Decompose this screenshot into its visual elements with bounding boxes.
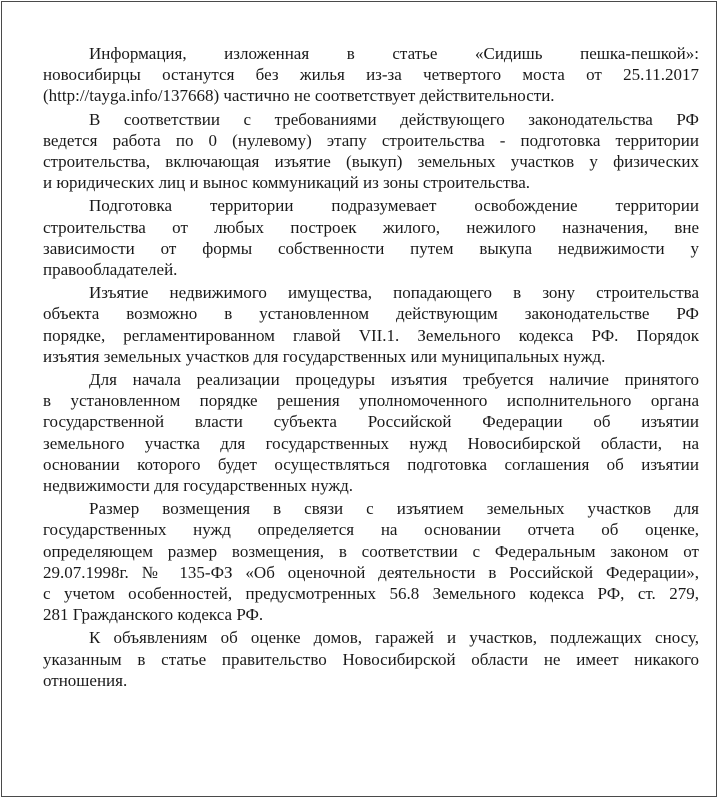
text-line: новосибирцы останутся без жилья из-за четвертого моста от 25.11.2017 xyxy=(43,65,699,85)
text-line: земельного участка для государственных нужд Новосибирской области, на xyxy=(43,433,699,453)
text-line: с учетом особенностей, предусмотренных 56.8 Земельного кодекса РФ, ст. 279, xyxy=(43,584,699,604)
paragraph-5 xyxy=(43,369,699,496)
text-line: ведется работа по 0 (нулевому) этапу строительства - подготовка территории xyxy=(43,130,699,150)
text-line: недвижимости для государственных нужд. xyxy=(43,476,353,496)
text-line: в установленном порядке решения уполномоченного исполнительного органа xyxy=(43,391,699,411)
text-line: определяющем размер возмещения, в соответствии с Федеральным законом от xyxy=(43,541,699,561)
text-line: указанным в статье правительство Новосибирской области не имеет никакого xyxy=(43,649,699,669)
text-line: Размер возмещения в связи с изъятием земельных участков для xyxy=(89,499,699,519)
paragraph-7 xyxy=(43,627,699,691)
paragraph-3 xyxy=(43,195,699,280)
document-page xyxy=(1,1,717,797)
text-line: Для начала реализации процедуры изъятия требуется наличие принятого xyxy=(89,370,699,390)
text-line: К объявлениям об оценке домов, гаражей и участков, подлежащих сносу, xyxy=(89,628,699,648)
paragraph-2 xyxy=(43,109,699,194)
text-line: изъятия земельных участков для государственных или муниципальных нужд. xyxy=(43,346,606,366)
text-line: Информация, изложенная в статье «Сидишь пешка-пешкой»: xyxy=(89,44,699,63)
text-line: порядке, регламентированном главой VII.1. Земельного кодекса РФ. Порядок xyxy=(43,325,699,345)
text-line: Подготовка территории подразумевает освобождение территории xyxy=(89,196,699,216)
text-line: государственных нужд определяется на основании отчета об оценке, xyxy=(43,520,699,540)
text-line: отношения. xyxy=(43,670,128,690)
text-line: и юридических лиц и вынос коммуникаций из зоны строительства. xyxy=(43,173,530,193)
document-body xyxy=(43,43,699,693)
text-line: (http://tayga.info/137668) частично не соответствует действительности. xyxy=(43,86,555,106)
text-line: основании которого будет осуществляться подготовка соглашения об изъятии xyxy=(43,454,699,474)
text-line: 281 Гражданского кодекса РФ. xyxy=(43,605,264,625)
text-line: государственной власти субъекта Российской Федерации об изъятии xyxy=(43,412,699,432)
paragraph-6 xyxy=(43,498,699,625)
text-line: правообладателей. xyxy=(43,260,178,280)
text-line: объекта возможно в установленном действующим законодательстве РФ xyxy=(43,304,699,324)
text-line: В соответствии с требованиями действующего законодательства РФ xyxy=(89,109,699,129)
text-line: зависимости от формы собственности путем выкупа недвижимости у xyxy=(43,238,699,258)
text-line: строительства, включающая изъятие (выкуп) земельных участков у физических xyxy=(43,152,699,172)
paragraph-4 xyxy=(43,282,699,367)
text-line: строительства от любых построек жилого, нежилого назначения, вне xyxy=(43,217,699,237)
text-line: 29.07.1998г. № 135-ФЗ «Об оценочной деятельности в Российской Федерации», xyxy=(43,562,699,582)
text-line: Изъятие недвижимого имущества, попадающего в зону строительства xyxy=(89,283,699,303)
paragraph-1 xyxy=(43,43,699,107)
